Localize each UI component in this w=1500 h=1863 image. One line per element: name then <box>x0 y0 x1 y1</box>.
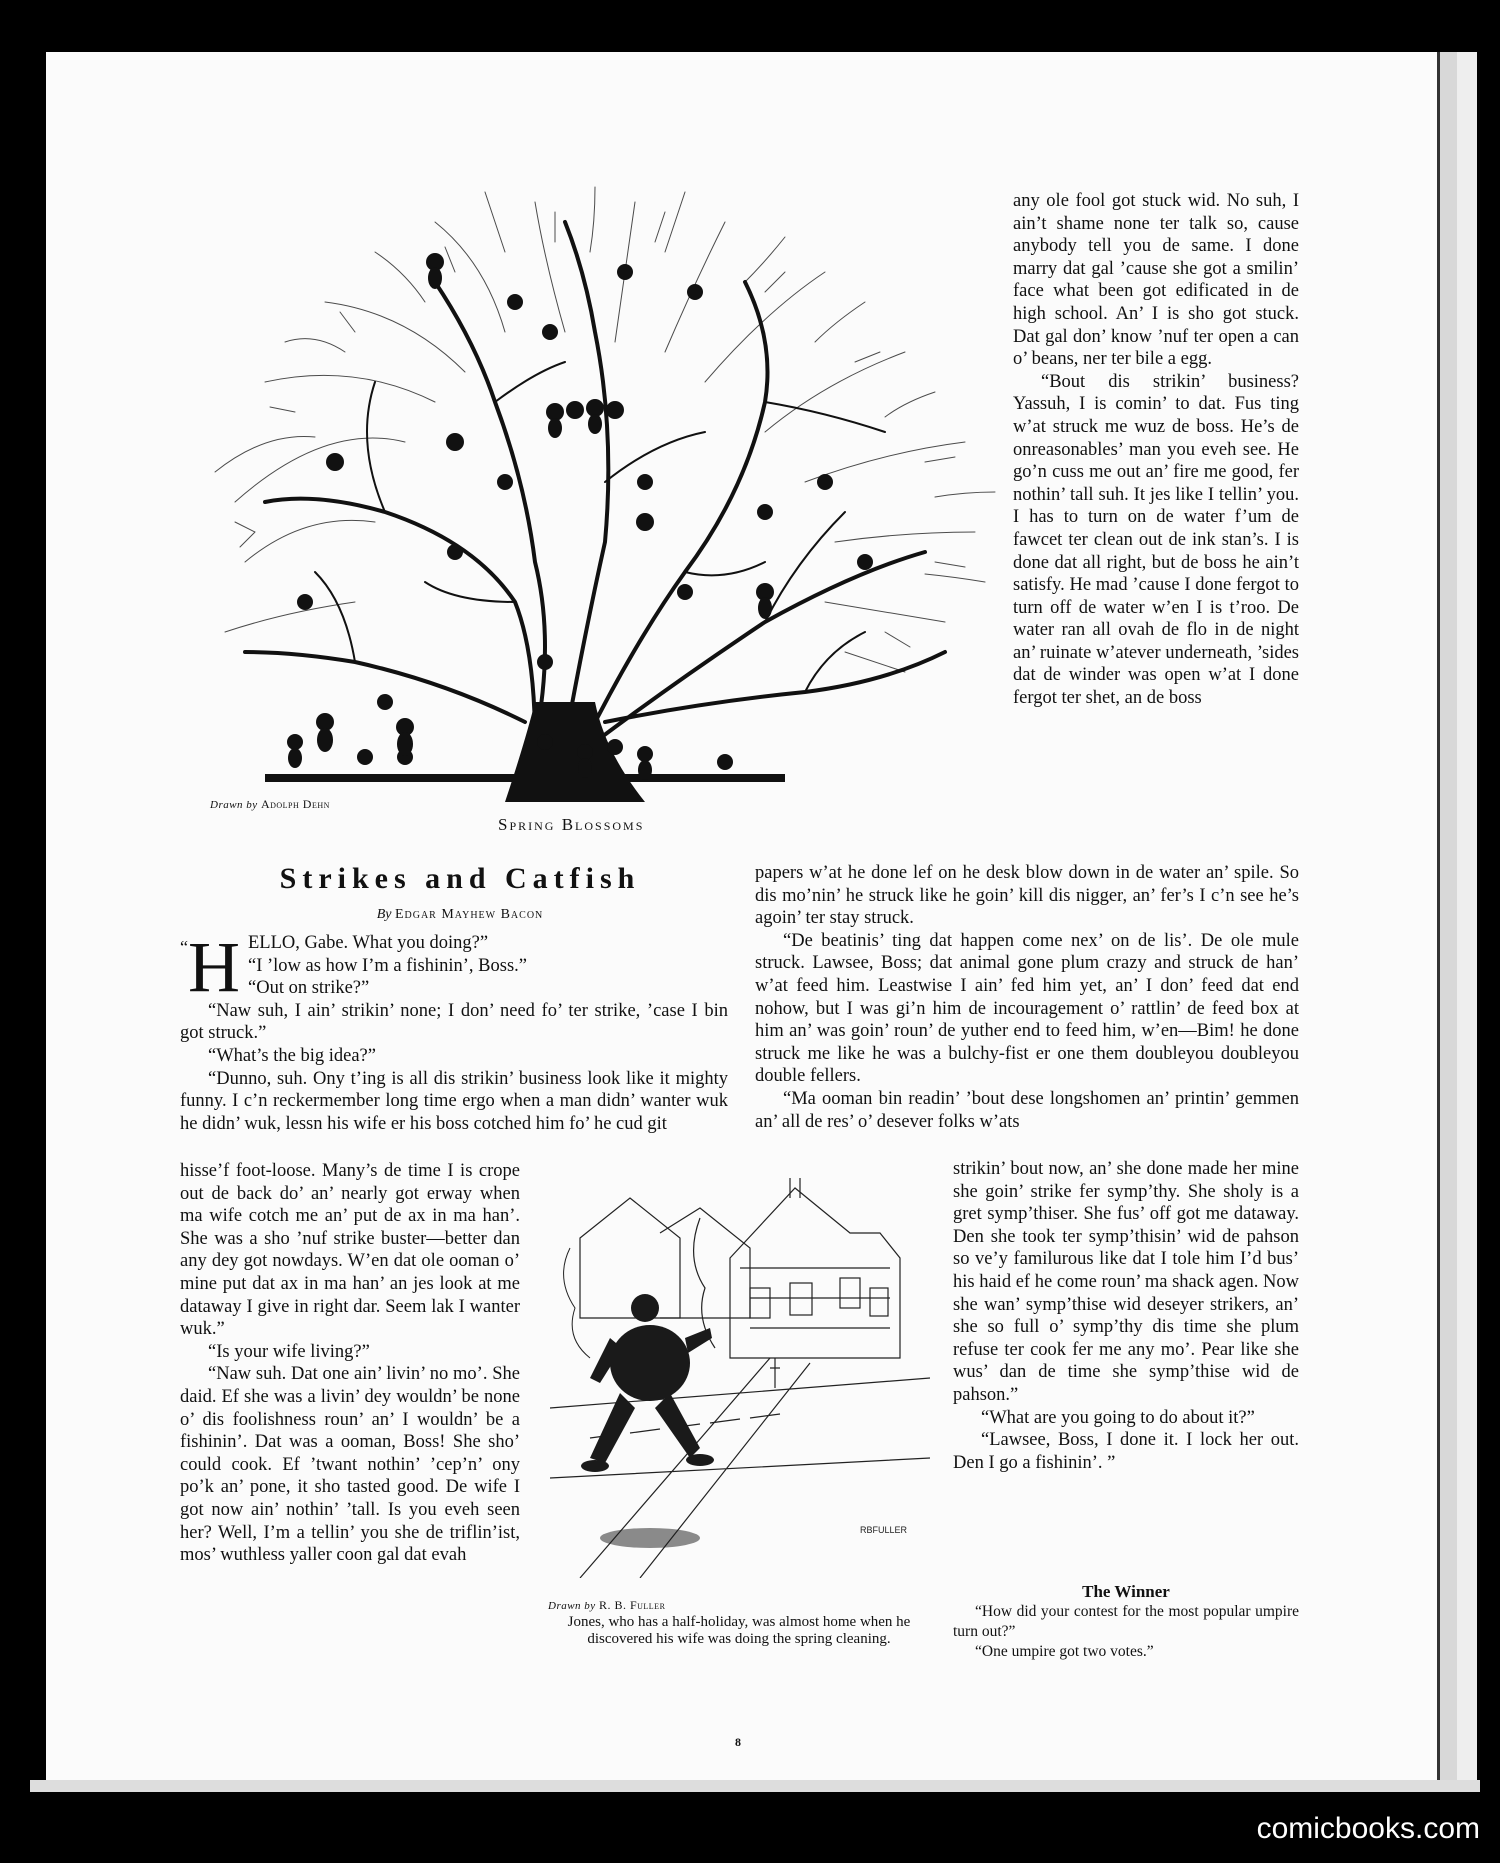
opening-paragraph <box>180 932 728 1000</box>
paragraph: “Is your wife living?” <box>208 1341 370 1362</box>
article-byline <box>180 907 740 923</box>
paragraph: papers w’at he done lef on he desk blow down in de water an’ spile. So dis mo’nin’ he struck like he goin’ kill dis nigger, an’ fer’s I c’n see he’s agoin’ ter stay struck. <box>755 863 1299 929</box>
credit-prefix: Drawn by <box>548 1600 596 1612</box>
joke-line-2: “One umpire got two votes.” <box>975 1643 1154 1660</box>
paragraph: “Naw suh, I ain’ strikin’ none; I don’ need fo’ ter strike, ’case I bin got struck.” <box>180 1000 728 1044</box>
article-column-2-narrow <box>953 1158 1299 1474</box>
credit-artist: Adolph Dehn <box>260 797 330 811</box>
artist-signature: RBFULLER <box>860 1525 908 1535</box>
article-column-2-wide <box>755 862 1299 1133</box>
opening-line-3: “Out on strike?” <box>248 978 370 999</box>
credit-prefix: Drawn by <box>210 799 258 811</box>
article-title: Strikes and Catfish <box>279 862 641 895</box>
paragraph: “De beatinis’ ting dat happen come nex’ on de lis’. De ole mule struck. Lawsee, Boss; dat animal gone plum crazy and struck de han’ w’at feed him. Leastwise I ain’ fed him yet, an’ I don’ feed dat end nohow, but I was gi’n him de incouragement o’ rattlin’ de feed box at him an’ was goin’ roun’ de yuther end to feed him, w’en—Bim! he done struck me like he was a bulchy-fist er one them doubleyou doubleyou double fellers. <box>755 930 1299 1087</box>
joke-sidebar <box>953 1582 1299 1662</box>
drop-cap: H <box>188 932 240 1000</box>
paragraph: “Bout dis strikin’ business? Yassuh, I is comin’ to dat. Fus ting w’at struck me wuz de boss. He’s de onreasonables’ man you eveh see. He go’n cuss me out an’ fire me good, fer nothin’ tall suh. It jes like I tellin’ you. I has to turn on de water f’um de fawcet ter clean out de ink stan’s. I is done dat all right, but de boss he ain’t satisfy. He mad ’cause I done fergot to turn off de water w’en I is t’roo. De water ran all ovah de flo in de night an’ ruinate w’atever underneath, ’sides dat de winder was open w’at I done fergot ter shet, an de boss <box>1013 371 1299 709</box>
page-number: 8 <box>735 1735 741 1749</box>
paragraph: “What’s the big idea?” <box>208 1045 376 1066</box>
paragraph: “What are you going to do about it?” <box>981 1407 1255 1428</box>
paragraph: “Naw suh. Dat one ain’ livin’ no mo’. She daid. Ef she was a livin’ dey wouldn’ be none o’ dis foolishness roun’ an’ I wouldn’ be a fishinin’. Dat was a ooman, Boss! She sho’ could cook. Ef ’twant nothin’ ’cep’n’ ony po’k an’ pone, it sho tasted good. De wife I got now ain’ nothin’ ’tall. Is you eveh seen her? Well, I’m a tellin’ you she de triflin’ist, mos’ wuthless yaller coon gal dat evah <box>180 1364 520 1566</box>
opening-quote: “ <box>180 937 188 957</box>
byline-author: Edgar Mayhew Bacon <box>394 907 544 922</box>
paragraph: “Lawsee, Boss, I done it. I lock her out. Den I go a fishinin’. ” <box>953 1430 1299 1473</box>
paragraph: any ole fool got stuck wid. No suh, I ain’t shame none ter talk so, cause anybody tell you de same. I done marry dat gal ’cause she got a smilin’ face what been got edificated in de high school. An’ I is sho got stuck. Dat gal don’ know ’nuf ter open a can o’ beans, ner ter bile a egg. <box>1013 191 1299 370</box>
page-bottom-shadow <box>30 1780 1480 1792</box>
bottom-illustration-caption: Jones, who has a half-holiday, was almost home when he discovered his wife was doing the spring cleaning. <box>567 1614 911 1647</box>
opening-line-1: ELLO, Gabe. What you doing?” <box>248 933 489 953</box>
joke-title: The Winner <box>1082 1582 1170 1601</box>
paragraph: hisse’f foot-loose. Many’s de time I is crope out de back do’ an’ nearly got erway when ma wife cotch me an’ put de ax in ma han’. She was a sho ’nuf strike buster—better dan any dey got nowdays. W’en dat ole ooman o’ mine put dat ax in ma han’ an jes look at me dataway I give in right dar. Seem lak I wanter wuk.” <box>180 1161 520 1340</box>
tree-illustration <box>205 182 1005 802</box>
article-column-1 <box>180 932 728 1135</box>
byline-prefix: By <box>376 907 392 922</box>
page-edge-outer <box>1457 52 1477 1784</box>
credit-artist: R. B. Fuller <box>598 1598 666 1612</box>
article-column-2-top <box>1013 190 1299 710</box>
paragraph: “Dunno, suh. Ony t’ing is all dis strikin’ business look like it mighty funny. I c’n reckermember long time ergo when a man didn’ wanter wuk he didn’ wuk, lessn his wife er his boss cotched him fo’ he cud git <box>180 1068 728 1134</box>
joke-line-1: “How did your contest for the most popular umpire turn out?” <box>953 1603 1299 1640</box>
bottom-illustration-credit <box>548 1598 665 1613</box>
street-illustration <box>550 1178 930 1578</box>
illustration-caption: Spring Blossoms <box>498 815 645 834</box>
article-column-1-narrow <box>180 1160 520 1567</box>
site-watermark: comicbooks.com <box>1256 1812 1480 1845</box>
opening-line-2: “I ’low as how I’m a fishinin’, Boss.” <box>248 955 527 976</box>
paragraph: strikin’ bout now, an’ she done made her mine she goin’ strike fer symp’thy. She sholy is a gret symp’thiser. She fus’ off got me dataway. Den she took ter symp’thisin’ wid de pahson so ve’y familurous like dat I tole him I’d bus’ his haid ef he come roun’ ma shack agen. Now she wan’ symp’thise wid deseyer strikers, an’ she so full o’ symp’thy dis time she plum refuse ter cook fer me any mo’. Pear like she wus’ dan de time she symp’thise wid de pahson.” <box>953 1159 1299 1405</box>
paragraph: “Ma ooman bin readin’ ’bout dese longshomen an’ printin’ gemmen an’ all de res’ o’ desever folks w’ats <box>755 1088 1299 1132</box>
illustration-credit <box>210 797 330 812</box>
